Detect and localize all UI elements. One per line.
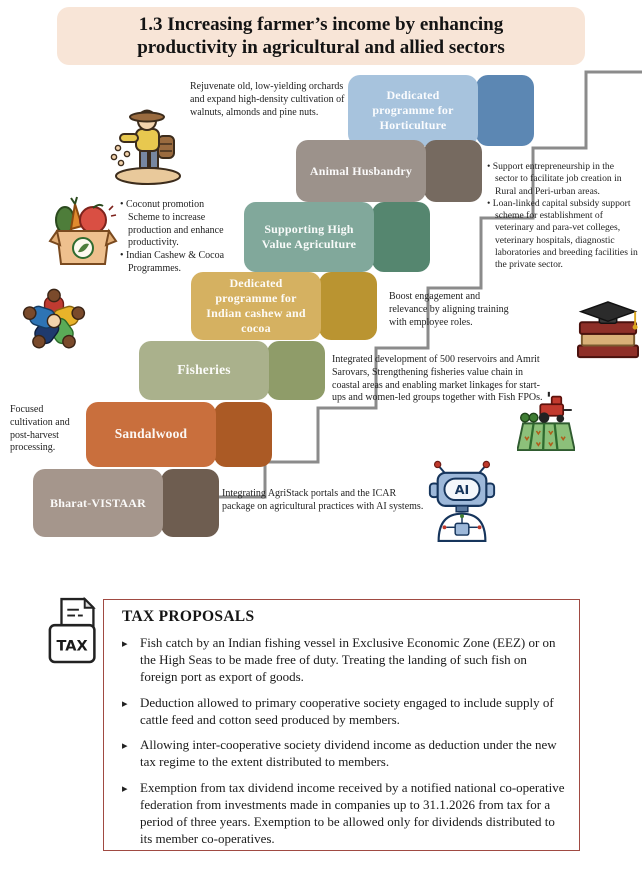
step-side-horticulture	[476, 75, 534, 146]
books-graduation-cap-icon	[576, 299, 640, 366]
step-high-value-agriculture	[244, 202, 430, 272]
step-label-horticulture: Dedicated programme for Horticulture	[372, 88, 454, 132]
note-animal-husbandry	[487, 161, 639, 271]
note-horticulture: Rejuvenate old, low-yielding orchards and expand high-density cultivation of walnuts, almonds and pine nuts.	[190, 81, 345, 118]
step-side-bharat-vistaar	[161, 469, 219, 537]
note-high-value-agriculture	[120, 199, 232, 276]
page-title: 1.3 Increasing farmer’s income by enhancing productivity in agricultural and allied sectors	[137, 13, 505, 58]
step-animal-husbandry	[296, 140, 482, 202]
ai-label: AI	[454, 482, 470, 498]
step-fisheries	[139, 341, 325, 400]
step-label-bharat-vistaar: Bharat-VISTAAR	[50, 495, 146, 510]
note-bharat-vistaar: Integrating AgriStack portals and the ICAR package on agricultural practices with AI systems.	[222, 488, 424, 512]
tractor-field-icon	[517, 389, 575, 457]
arrow-bullet-icon	[122, 737, 140, 771]
step-label-fisheries: Fisheries	[177, 362, 231, 378]
step-label-cashew-cocoa: Dedicated programme for Indian cashew and cocoa	[206, 276, 306, 335]
tax-proposal-item: ▸ Fish catch by an Indian fishing vessel in Exclusive Economic Zone (EEZ) or on the High Seas to be made free of duty. Treating the landing of such fish on foreign port as export of goods.	[122, 635, 565, 686]
teamwork-hands-icon	[10, 287, 98, 360]
step-side-fisheries	[267, 341, 325, 400]
step-bharat-vistaar	[33, 469, 219, 537]
tax-label: TAX	[56, 638, 88, 655]
tax-proposal-item: ▸ Allowing inter-cooperative society dividend income as deduction under the new tax regime to the extent distributed to members.	[122, 737, 565, 771]
tax-proposal-item: ▸ Exemption from tax dividend income received by a notified national co-operative federation from investments made in companies up to 31.1.2026 from tax for a period of three years. Exemption to be allowed only for dividends distributed to its member co-operatives.	[122, 780, 565, 848]
farmer-sowing-icon	[106, 104, 190, 193]
step-label-animal-husbandry: Animal Husbandry	[309, 163, 413, 178]
tax-documents-icon	[46, 596, 106, 671]
step-label-sandalwood: Sandalwood	[114, 426, 188, 442]
note-fisheries: Integrated development of 500 reservoirs and Amrit Sarovars, Strengthening fisheries value chain in coastal areas and enabling market linkages for start-ups and women-led groups together with Fish FPOs.	[332, 354, 543, 404]
note-sandalwood: Focused cultivation and post-harvest processing.	[10, 404, 70, 454]
note-item: • Loan-linked capital subsidy support scheme for establishment of veterinary and para-vet colleges, veterinary hospitals, diagnostic laboratories and breeding facilities in the private sector.	[487, 198, 639, 272]
step-side-sandalwood	[214, 402, 272, 467]
arrow-bullet-icon	[122, 695, 140, 729]
note-item: • Support entrepreneurship in the sector to facilitate job creation in Rural and Peri-urban areas.	[487, 161, 639, 198]
tax-proposals-heading: TAX PROPOSALS	[122, 608, 255, 625]
note-cashew-cocoa: Boost engagement and relevance by aligning training with employee roles.	[389, 291, 509, 328]
step-horticulture	[348, 75, 534, 146]
step-label-high-value-agriculture: Supporting High Value Agriculture	[261, 222, 357, 251]
tax-proposal-item: ▸ Deduction allowed to primary cooperative society engaged to include supply of cattle feed and cotton seed produced by members.	[122, 695, 565, 729]
produce-box-icon	[48, 194, 118, 273]
note-item: • Coconut promotion Scheme to increase production and enhance productivity.	[120, 199, 232, 250]
step-cashew-cocoa	[191, 272, 377, 340]
tax-proposals-box	[103, 599, 580, 851]
step-sandalwood	[86, 402, 272, 467]
note-item: • Indian Cashew & Cocoa Programmes.	[120, 250, 232, 276]
arrow-bullet-icon	[122, 780, 140, 848]
ai-robot-icon	[425, 459, 499, 548]
step-side-animal-husbandry	[424, 140, 482, 202]
arrow-bullet-icon	[122, 635, 140, 686]
step-side-high-value-agriculture	[372, 202, 430, 272]
step-side-cashew-cocoa	[319, 272, 377, 340]
